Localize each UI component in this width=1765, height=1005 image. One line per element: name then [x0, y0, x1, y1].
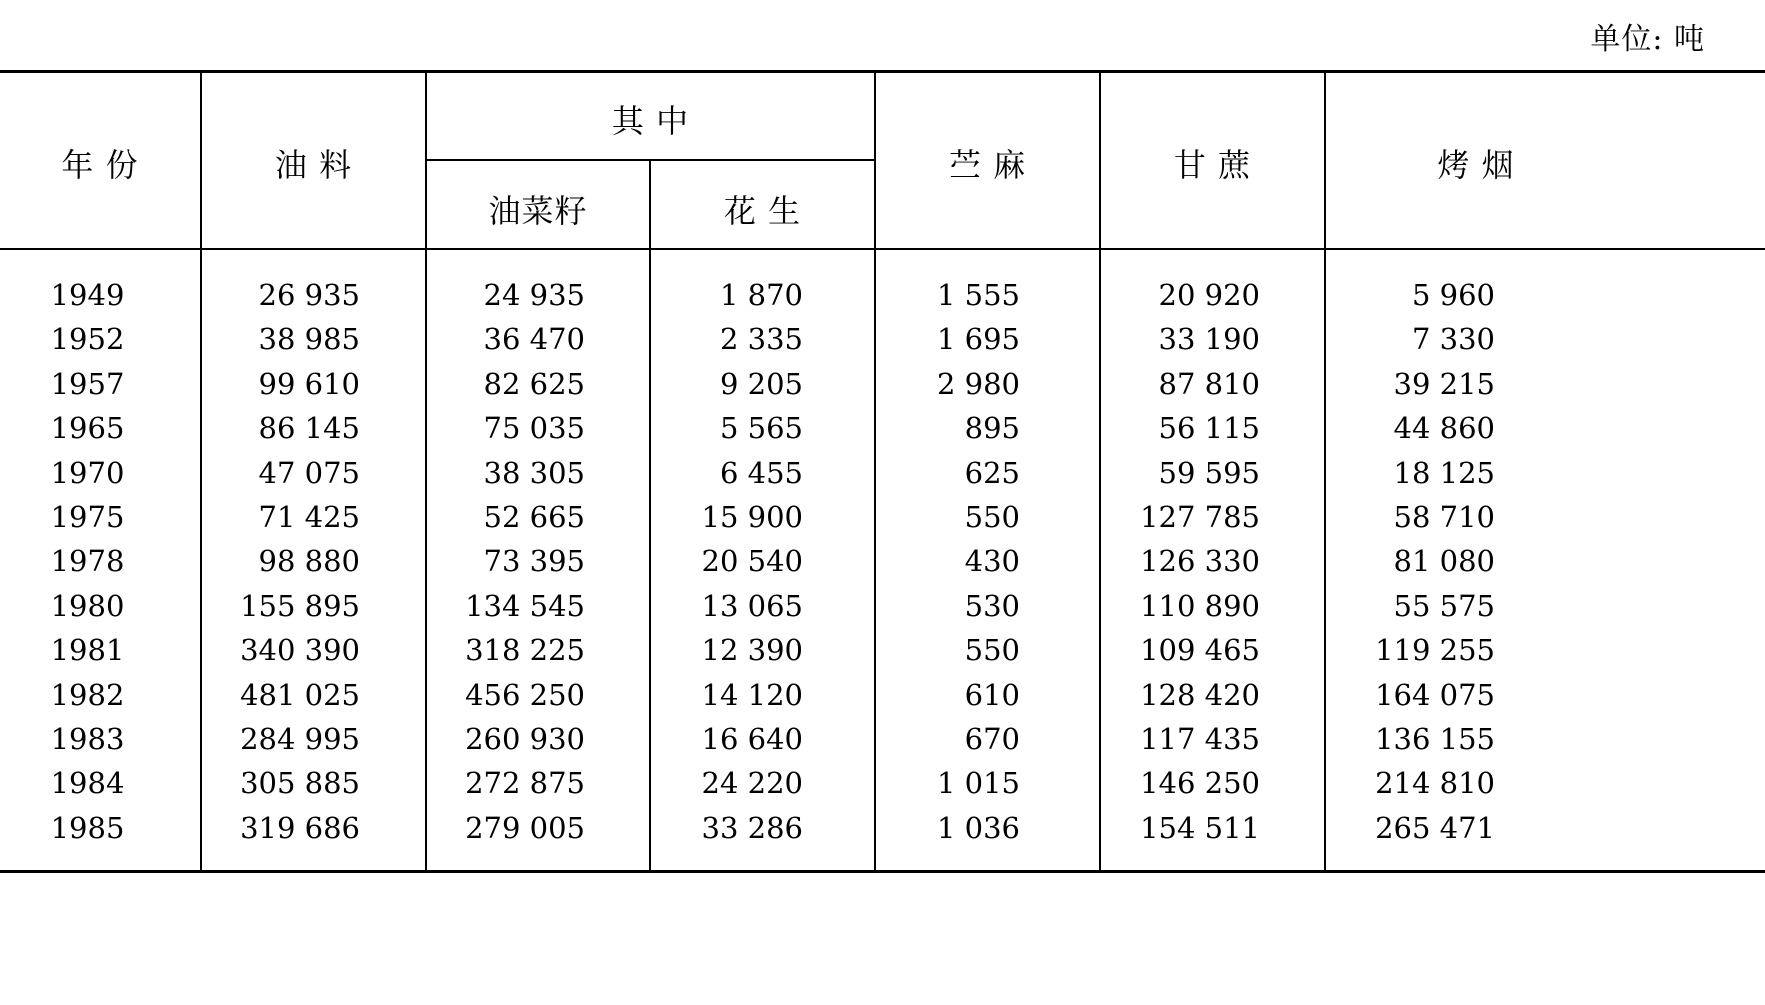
cell-year: 1949	[50, 278, 125, 312]
cell-peanut: 14 120	[701, 677, 803, 712]
cell-peanut: 33 286	[701, 810, 803, 845]
cell-peanut: 12 390	[701, 633, 803, 668]
cell-ramie: 2 980	[936, 366, 1020, 401]
header-sugarcane: 甘 蔗	[1173, 146, 1252, 184]
cell-flue-cured-tobacco: 265 471	[1375, 810, 1495, 845]
cell-flue-cured-tobacco: 58 710	[1393, 500, 1495, 534]
cell-oil-crops: 99 610	[258, 366, 360, 401]
header-bottom-rule	[0, 248, 1765, 250]
cell-sugarcane: 87 810	[1158, 366, 1260, 401]
cell-flue-cured-tobacco: 55 575	[1393, 588, 1495, 623]
cell-rapeseed: 52 665	[483, 500, 585, 534]
cell-oil-crops: 155 895	[240, 588, 360, 623]
cell-ramie: 610	[964, 677, 1020, 712]
cell-year: 1982	[50, 677, 125, 712]
header-flue-cured-tobacco: 烤 烟	[1437, 146, 1515, 184]
cell-ramie: 895	[964, 411, 1020, 446]
cell-oil-crops: 305 885	[240, 766, 360, 801]
cell-rapeseed: 73 395	[483, 544, 585, 579]
table-top-rule	[0, 70, 1765, 73]
unit-label: 单位: 吨	[1590, 22, 1705, 57]
header-year: 年 份	[61, 146, 139, 184]
cell-sugarcane: 33 190	[1158, 322, 1260, 357]
cell-rapeseed: 82 625	[483, 366, 585, 401]
cell-oil-crops: 340 390	[240, 633, 360, 668]
cell-peanut: 15 900	[701, 500, 803, 534]
cell-rapeseed: 260 930	[465, 722, 585, 756]
header-peanut: 花 生	[723, 192, 802, 230]
cell-year: 1983	[50, 722, 125, 756]
cell-ramie: 550	[964, 500, 1020, 534]
cell-ramie: 625	[964, 455, 1020, 490]
cell-flue-cured-tobacco: 81 080	[1393, 544, 1495, 579]
cell-year: 1952	[50, 322, 125, 357]
cell-flue-cured-tobacco: 44 860	[1393, 411, 1495, 446]
cell-year: 1957	[50, 366, 125, 401]
header-ramie: 苎 麻	[948, 146, 1027, 184]
cell-oil-crops: 71 425	[258, 500, 360, 534]
cell-rapeseed: 24 935	[483, 278, 585, 312]
cell-sugarcane: 110 890	[1140, 588, 1260, 623]
cell-oil-crops: 481 025	[240, 677, 360, 712]
cell-rapeseed: 456 250	[465, 677, 585, 712]
cell-year: 1970	[50, 455, 125, 490]
cell-oil-crops: 284 995	[240, 722, 360, 756]
col-divider	[200, 72, 202, 870]
table-bottom-rule	[0, 870, 1765, 873]
cell-sugarcane: 109 465	[1140, 633, 1260, 668]
cell-peanut: 20 540	[701, 544, 803, 579]
cell-rapeseed: 279 005	[465, 810, 585, 845]
cell-rapeseed: 38 305	[483, 455, 585, 490]
cell-year: 1975	[50, 500, 125, 534]
cell-flue-cured-tobacco: 136 155	[1375, 722, 1495, 756]
cell-oil-crops: 98 880	[258, 544, 360, 579]
cell-year: 1984	[50, 766, 125, 801]
cell-year: 1965	[50, 411, 125, 446]
cell-ramie: 670	[964, 722, 1020, 756]
cell-rapeseed: 318 225	[465, 633, 585, 668]
cell-oil-crops: 319 686	[240, 810, 360, 845]
cell-peanut: 24 220	[701, 766, 803, 801]
cell-ramie: 530	[964, 588, 1020, 623]
cell-peanut: 6 455	[719, 455, 803, 490]
cell-flue-cured-tobacco: 119 255	[1375, 633, 1495, 668]
col-divider	[1099, 72, 1101, 870]
cell-oil-crops: 47 075	[258, 455, 360, 490]
cell-flue-cured-tobacco: 5 960	[1411, 278, 1495, 312]
cell-sugarcane: 56 115	[1158, 411, 1260, 446]
cell-peanut: 2 335	[719, 322, 803, 357]
cell-flue-cured-tobacco: 18 125	[1393, 455, 1495, 490]
cell-rapeseed: 36 470	[483, 322, 585, 357]
cell-sugarcane: 128 420	[1140, 677, 1260, 712]
cell-sugarcane: 154 511	[1140, 810, 1260, 845]
cell-ramie: 1 695	[936, 322, 1020, 357]
cell-oil-crops: 26 935	[258, 278, 360, 312]
cell-peanut: 13 065	[701, 588, 803, 623]
cell-rapeseed: 134 545	[465, 588, 585, 623]
cell-sugarcane: 59 595	[1158, 455, 1260, 490]
cell-ramie: 1 555	[936, 278, 1020, 312]
header-of-which: 其 中	[611, 102, 690, 140]
cell-ramie: 1 036	[936, 810, 1020, 845]
cell-ramie: 430	[964, 544, 1020, 579]
cell-peanut: 9 205	[719, 366, 803, 401]
cell-sugarcane: 126 330	[1140, 544, 1260, 579]
cell-sugarcane: 146 250	[1140, 766, 1260, 801]
col-divider	[1324, 72, 1326, 870]
cell-ramie: 550	[964, 633, 1020, 668]
cell-sugarcane: 127 785	[1140, 500, 1260, 534]
header-oil-crops: 油 料	[274, 146, 353, 184]
cell-oil-crops: 86 145	[258, 411, 360, 446]
header-rapeseed: 油菜籽	[488, 192, 588, 230]
col-divider	[874, 72, 876, 870]
cell-flue-cured-tobacco: 214 810	[1375, 766, 1495, 801]
cell-ramie: 1 015	[936, 766, 1020, 801]
cell-peanut: 16 640	[701, 722, 803, 756]
cell-year: 1985	[50, 810, 125, 845]
cell-peanut: 5 565	[719, 411, 803, 446]
cell-sugarcane: 117 435	[1140, 722, 1260, 756]
cell-flue-cured-tobacco: 164 075	[1375, 677, 1495, 712]
cell-flue-cured-tobacco: 7 330	[1411, 322, 1495, 357]
cell-rapeseed: 272 875	[465, 766, 585, 801]
cell-peanut: 1 870	[719, 278, 803, 312]
cell-year: 1981	[50, 633, 125, 668]
cell-sugarcane: 20 920	[1158, 278, 1260, 312]
cell-rapeseed: 75 035	[483, 411, 585, 446]
cell-year: 1978	[50, 544, 125, 579]
cell-flue-cured-tobacco: 39 215	[1393, 366, 1495, 401]
cell-oil-crops: 38 985	[258, 322, 360, 357]
col-divider	[649, 160, 651, 870]
cell-year: 1980	[50, 588, 125, 623]
